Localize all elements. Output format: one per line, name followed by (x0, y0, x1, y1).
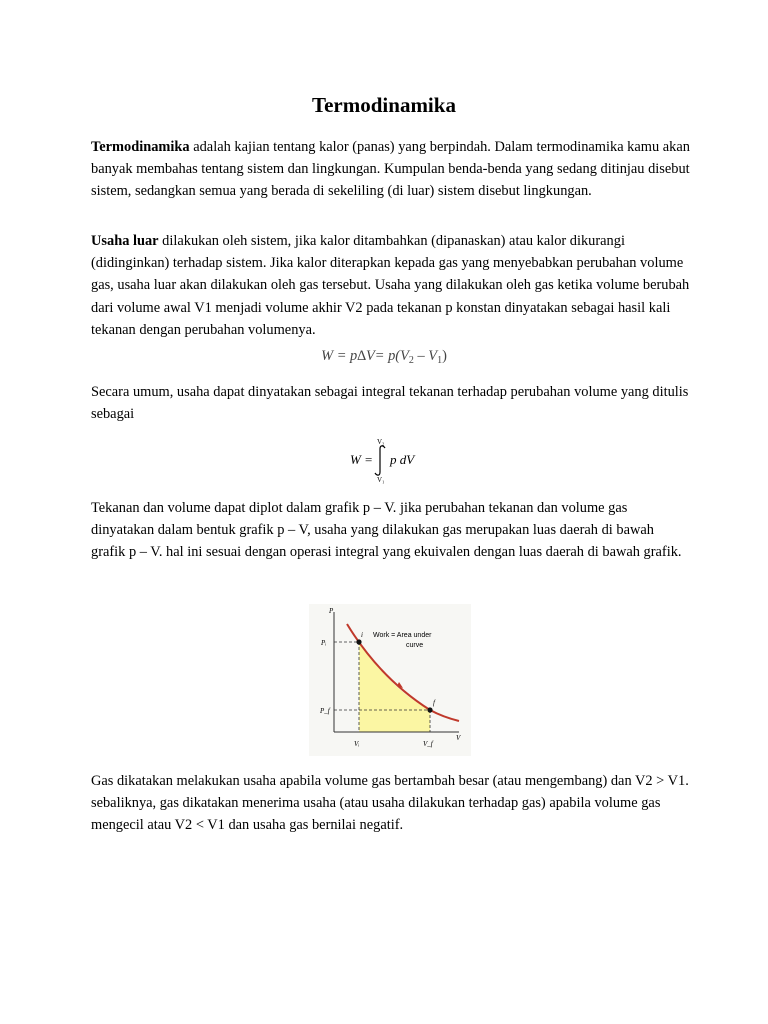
paragraph-pv-graph: Tekanan dan volume dapat diplot dalam grafik p – V. jika perubahan tekanan dan volume gas dinyatakan dalam bentuk grafik p – V, usaha yang dilakukan gas merupakan luas daerah di bawah grafik p – V. hal ini sesuai dengan operasi integral yang ekuivalen dengan luas daerah di bawah grafik. (91, 500, 682, 561)
point-i (356, 639, 361, 644)
term-termodinamika: Termodinamika (91, 139, 190, 155)
pf-label: P_f (320, 707, 330, 715)
formula-work-constant-pressure: $W = p\Delta V= p(V_2 - V_1)$ (321, 348, 447, 366)
paragraph-work-sign: Gas dikatakan melakukan usaha apabila volume gas bertambah besar (atau mengembang) dan V2 > V1. sebaliknya, gas dikatakan menerima usaha (atau usaha dilakukan terhadap gas) apabila volume gas mengecil atau V2 < V1 dan usaha gas bernilai negatif. (91, 773, 689, 834)
v-axis-label: V (456, 734, 461, 742)
integral-integrand: p dV (390, 452, 415, 467)
pi-label: Pᵢ (321, 639, 327, 647)
paragraph-termodinamika (91, 136, 691, 203)
paragraph-usaha-luar (91, 230, 691, 341)
integral-lower-limit: V₁ (377, 476, 385, 484)
vf-label: V_f (423, 740, 433, 748)
point-f-label: f (433, 699, 435, 707)
pv-diagram-figure (309, 604, 471, 756)
integral-sign-icon (375, 446, 385, 475)
integral-lhs: W = (350, 452, 373, 467)
point-i-label: i (361, 631, 363, 639)
formula-work-integral (340, 436, 430, 484)
paragraph-text: dilakukan oleh sistem, jika kalor ditambahkan (dipanaskan) atau kalor dikurangi (didinginkan) terhadap sistem. Jika kalor diterapkan kepada gas yang menyebabkan perubahan volume gas, usaha luar akan dilakukan oleh gas tersebut. Usaha yang dilakukan oleh gas ketika volume berubah dari volume awal V1 menjadi volume akhir V2 pada tekanan p konstan dinyatakan sebagai hasil kali tekanan dengan perubahan volumenya. (91, 233, 690, 338)
annotation-line-1: Work = Area under (373, 632, 432, 639)
paragraph-integral-intro: Secara umum, usaha dapat dinyatakan sebagai integral tekanan terhadap perubahan volume yang ditulis sebagai (91, 384, 689, 423)
p-axis-label: P (329, 607, 334, 615)
paragraph-text: adalah kajian tentang kalor (panas) yang berpindah. Dalam termodinamika kamu akan banyak membahas tentang sistem dan lingkungan. Kumpulan benda-benda yang sedang ditinjau disebut sistem, sedangkan semua yang berada di sekeliling (di luar) sistem disebut lingkungan. (91, 139, 690, 200)
integral-upper-limit: V₂ (377, 438, 385, 446)
page-title: Termodinamika (312, 93, 456, 117)
term-usaha-luar: Usaha luar (91, 233, 159, 249)
point-f (427, 707, 432, 712)
annotation-line-2: curve (406, 642, 424, 649)
vi-label: Vᵢ (354, 740, 360, 748)
